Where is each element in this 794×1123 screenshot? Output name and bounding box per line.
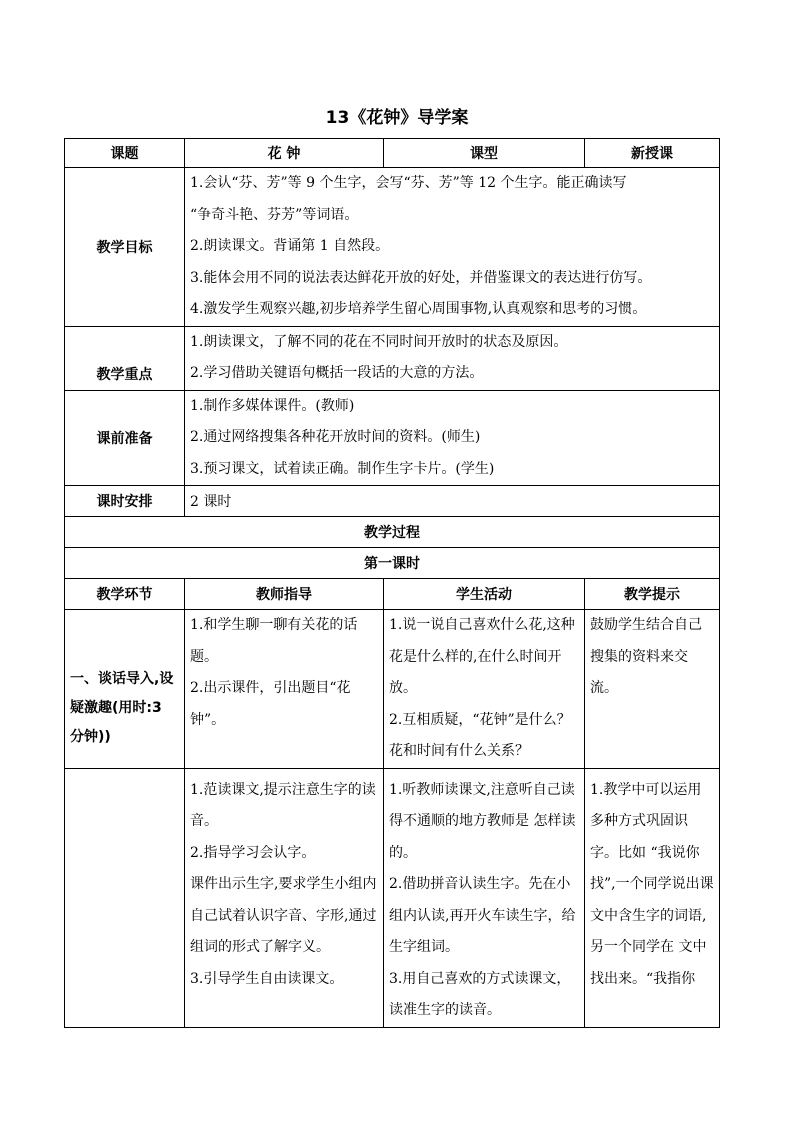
table-row [65,610,720,769]
prep-line: 1.制作多媒体课件。(教师) [190,397,355,414]
prep-line: 2.通过网络搜集各种花开放时间的资料。(师生) [190,429,481,445]
focus-row [65,326,720,390]
goal-line: 3.能体会用不同的说法表达鲜花开放的好处，并借鉴课文的表达进行仿写。 [190,269,652,286]
table-row [65,768,720,1027]
tips-line: 鼓励学生结合自己搜集的资料来交流。 [590,617,702,696]
student-line: 1.说一说自己喜欢什么花,这种花是什么样的,在什么时间开放。 [389,617,575,696]
teacher-line: 2.指导学习会认字。 [190,844,316,861]
goals-label: 教学目标 [65,168,185,327]
tips-cell [585,610,720,769]
teacher-line: 1.和学生聊一聊有关花的话题。 [190,617,358,665]
focus-line: 2.学习借助关键语句概括一段话的大意的方法。 [190,365,484,381]
schedule-label: 课时安排 [65,486,185,517]
lesson-title: 第一课时 [65,548,720,579]
column-header-row [65,579,720,610]
schedule-row [65,486,720,517]
goal-line: 2.朗读课文。背诵第 1 自然段。 [190,238,390,254]
teacher-line: 3.引导学生自由读课文。 [190,970,344,987]
tips-line: 1.教学中可以运用多种方式巩固识字。比如 “我说你找”,一个同学说出课文中含生字的词语,另一个同学在 文中找出来。“我指你 [590,781,714,987]
page-title: 13《花钟》导学案 [325,108,469,128]
goal-line: 1.会认“芬、芳”等 9 个生字，会写“芬、芳”等 12 个生字。能正确读写 [190,175,627,191]
teacher-line: 2.出示课件，引出题目“花钟”。 [190,680,351,728]
topic-value: 花 钟 [185,139,384,168]
student-line: 1.听教师读课文,注意听自己读得不通顺的地方教师是 怎样读的。 [389,781,576,861]
schedule-value: 2 课时 [185,486,720,517]
teacher-line: 课件出示生字,要求学生小组内自己试着认识字音、字形,通过组词的形式了解字义。 [190,876,377,955]
process-title-row [65,517,720,548]
focus-label: 教学重点 [65,326,185,390]
lesson-plan-table [64,138,720,1028]
goals-content [185,168,720,327]
teacher-cell [185,610,384,769]
student-cell [384,768,585,1027]
column-header: 教学环节 [65,579,185,610]
stage-cell [65,768,185,1027]
prep-label: 课前准备 [65,390,185,486]
prep-line: 3.预习课文，试着读正确。制作生字卡片。(学生) [190,460,495,477]
student-line: 2.借助拼音认读生字。先在小组内认读,再开火车读生字，给生字组词。 [389,876,576,955]
column-header: 教学提示 [585,579,720,610]
student-cell [384,610,585,769]
goal-line: “争奇斗艳、芬芳”等词语。 [190,206,359,223]
teacher-line: 1.范读课文,提示注意生字的读音。 [190,781,376,829]
goal-line: 4.激发学生观察兴趣,初步培养学生留心周围事物,认真观察和思考的习惯。 [190,301,647,317]
type-value: 新授课 [585,139,720,168]
focus-line: 1.朗读课文，了解不同的花在不同时间开放时的状态及原因。 [190,333,568,350]
process-title: 教学过程 [65,517,720,548]
header-row [65,139,720,168]
column-header: 教师指导 [185,579,384,610]
prep-row [65,390,720,486]
focus-content [185,326,720,390]
teacher-cell [185,768,384,1027]
column-header: 学生活动 [384,579,585,610]
topic-label: 课题 [65,139,185,168]
prep-content [185,390,720,486]
type-label: 课型 [384,139,585,168]
goals-row [65,168,720,327]
stage-cell: 一、谈话导入,设疑激趣(用时:3 分钟)) [65,610,185,769]
student-line: 2.互相质疑，“花钟”是什么？花和时间有什么关系？ [389,711,571,759]
lesson-title-row [65,548,720,579]
student-line: 3.用自己喜欢的方式读课文，读准生字的读音。 [389,970,571,1018]
tips-cell [585,768,720,1027]
